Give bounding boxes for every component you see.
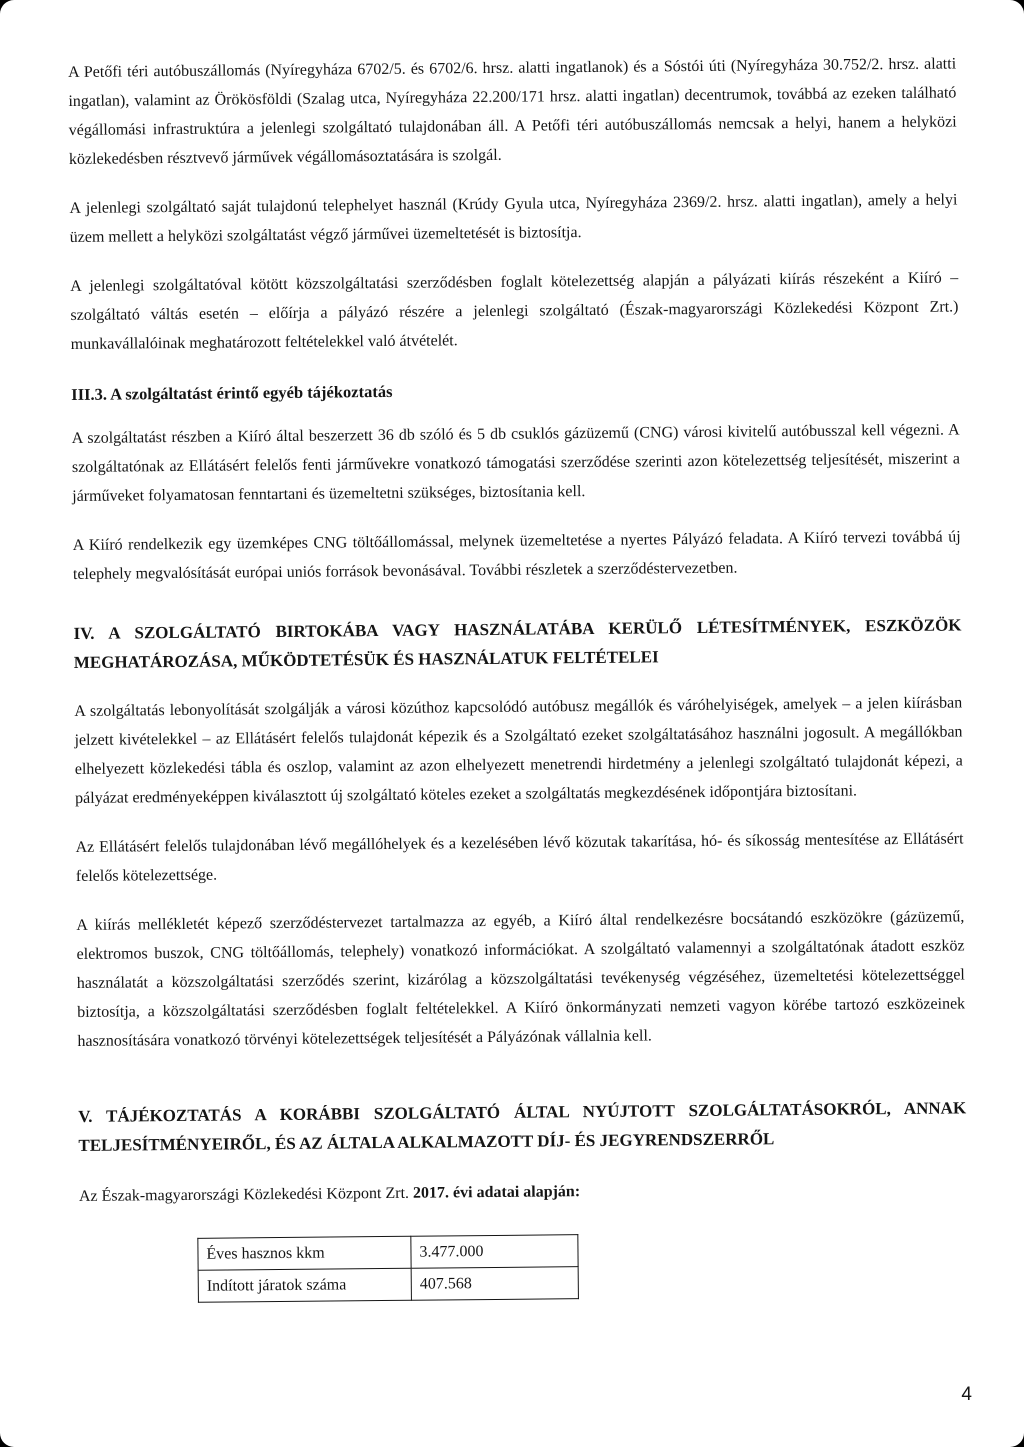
performance-table <box>197 1234 579 1303</box>
paragraph-decentrumok: A Petőfi téri autóbuszállomás (Nyíregyháza 6702/5. és 6702/6. hrsz. alatti ingatlanok) és a Sóstói úti (Nyíregyháza 30.752/2. hrsz. alatti ingatlan), valamint az Örökösföldi (Szalag utca, Nyíregyháza 22.200/171 hrsz. alatti ingatlan) decentrumok, továbbá az ezeken található végállomási infrastruktúra a jelenlegi szolgáltató tulajdonában áll. A Petőfi téri autóbuszállomás nemcsak a helyi, hanem a helyközi közlekedésben résztvevő járművek végállomásoztatására is szolgál. <box>68 55 957 168</box>
data-source-text: Az Észak-magyarországi Közlekedési Központ Zrt. <box>78 1184 414 1205</box>
table-cell-label: Indított járatok száma <box>198 1268 411 1302</box>
paragraph-telephely: A jelenlegi szolgáltató saját tulajdonú telephelyet használ (Krúdy Gyula utca, Nyíregyháza 2369/2. hrsz. alatti ingatlan), amely a helyi üzem mellett a helyközi szolgáltatást végző járművei üzemeltetését is biztosítja. <box>69 191 958 246</box>
paragraph-megallok: A szolgáltatás lebonyolítását szolgálják a városi közúthoz kapcsolódó autóbusz megállók és váróhelyiségek, amelyek – a jelen kiírásban jelzett kivételekkel – az Ellátásért felelős tulajdonát képezik és a Szolgáltató ezeket szolgáltatásához használni jogosult. A megállókban elhelyezett közlekedési tábla és oszlop, valamint az azon elhelyezett menetrendi hirdetmény a jelenlegi szolgáltató tulajdonát képezi, a pályázat eredményeképpen kiválasztott új szolgáltató köteles ezeket a szolgáltatás megkezdésének időpontjára biztosítani. <box>74 694 963 807</box>
section-heading-v: V. TÁJÉKOZTATÁS A KORÁBBI SZOLGÁLTATÓ ÁLTAL NYÚJTOTT SZOLGÁLTATÁSOKRÓL, ANNAK TELJESÍTMÉNYEIRŐL, ÉS AZ ÁLTALA ALKALMAZOTT DÍJ- ÉS JEGYRENDSZERRŐL <box>78 1098 967 1155</box>
paragraph-takaritas: Az Ellátásért felelős tulajdonában lévő megállóhelyek és a kezelésében lévő közutak takarítása, hó- és síkosság mentesítése az Ellátásért felelős kötelezettsége. <box>75 830 964 885</box>
document-body <box>68 49 968 1303</box>
page-number: 4 <box>961 1384 972 1405</box>
data-source-line <box>79 1173 967 1211</box>
table-cell-label: Éves hasznos kkm <box>198 1236 411 1270</box>
section-heading-iv: IV. A SZOLGÁLTATÓ BIRTOKÁBA VAGY HASZNÁLATÁBA KERÜLŐ LÉTESÍTMÉNYEK, ESZKÖZÖK MEGHATÁROZÁSA, MŰKÖDTETÉSÜK ÉS HASZNÁLATUK FELTÉTELEI <box>73 615 962 672</box>
paragraph-autobuszok: A szolgáltatást részben a Kiíró által beszerzett 36 db szóló és 5 db csuklós gázüzemű (CNG) városi kivitelű autóbusszal kell végezni. A szolgáltatónak az Ellátásért felelős fenti járművekre vonatkozó támogatási szerződése szerinti azon kötelezettség teljesítését, miszerint a járműveket folyamatosan fenntartani és üzemeltetni szükséges, biztosítania kell. <box>71 421 960 505</box>
data-source-year: 2017. évi adatai alapján: <box>412 1183 581 1202</box>
table-cell-value: 407.568 <box>411 1267 578 1301</box>
table-row <box>198 1267 578 1303</box>
paragraph-cng-toltoallomas: A Kiíró rendelkezik egy üzemképes CNG töltőállomással, melynek üzemeltetése a nyertes Pályázó feladata. A Kiíró tervezi továbbá új telephely megvalósítását európai uniós források bevonásával. További részletek a szerződéstervezetben. <box>72 528 961 583</box>
table-cell-value: 3.477.000 <box>411 1235 578 1269</box>
section-heading-iii3: III.3. A szolgáltatást érintő egyéb tájékoztatás <box>71 381 393 404</box>
paragraph-munkavallalok: A jelenlegi szolgáltatóval kötött közszolgáltatási szerződésben foglalt kötelezettség alapján a pályázati kiírás részeként a Kiíró – szolgáltató váltás esetén – előírja a pályázó részére a jelenlegi szolgáltató (Észak-magyarországi Közlekedési Központ Zrt.) munkavállalóinak meghatározott feltételekkel való átvételét. <box>70 269 959 353</box>
paragraph-eszkozok: A kiírás mellékletét képező szerződéstervezet tartalmazza az egyéb, a Kiíró által rendelkezésre bocsátandó eszközökre (gázüzemű, elektromos buszok, CNG töltőállomás, telephely) vonatkozó információkat. A szolgáltató valamennyi a szolgáltatónak átadott eszköz használatát a közszolgáltatási szerződés szerint, kizárólag a közszolgáltatási tevékenység végzéséhez, üzemeltetési kötelezettséggel biztosítja, a közszolgáltatási szerződésben foglalt feltételekkel. A Kiíró önkormányzati nemzeti vagyon körébe tartozó eszközeinek hasznosítására vonatkozó törvényi kötelezettségek teljesítését a Pályázónak vállalnia kell. <box>76 908 966 1050</box>
table-row <box>198 1235 578 1271</box>
